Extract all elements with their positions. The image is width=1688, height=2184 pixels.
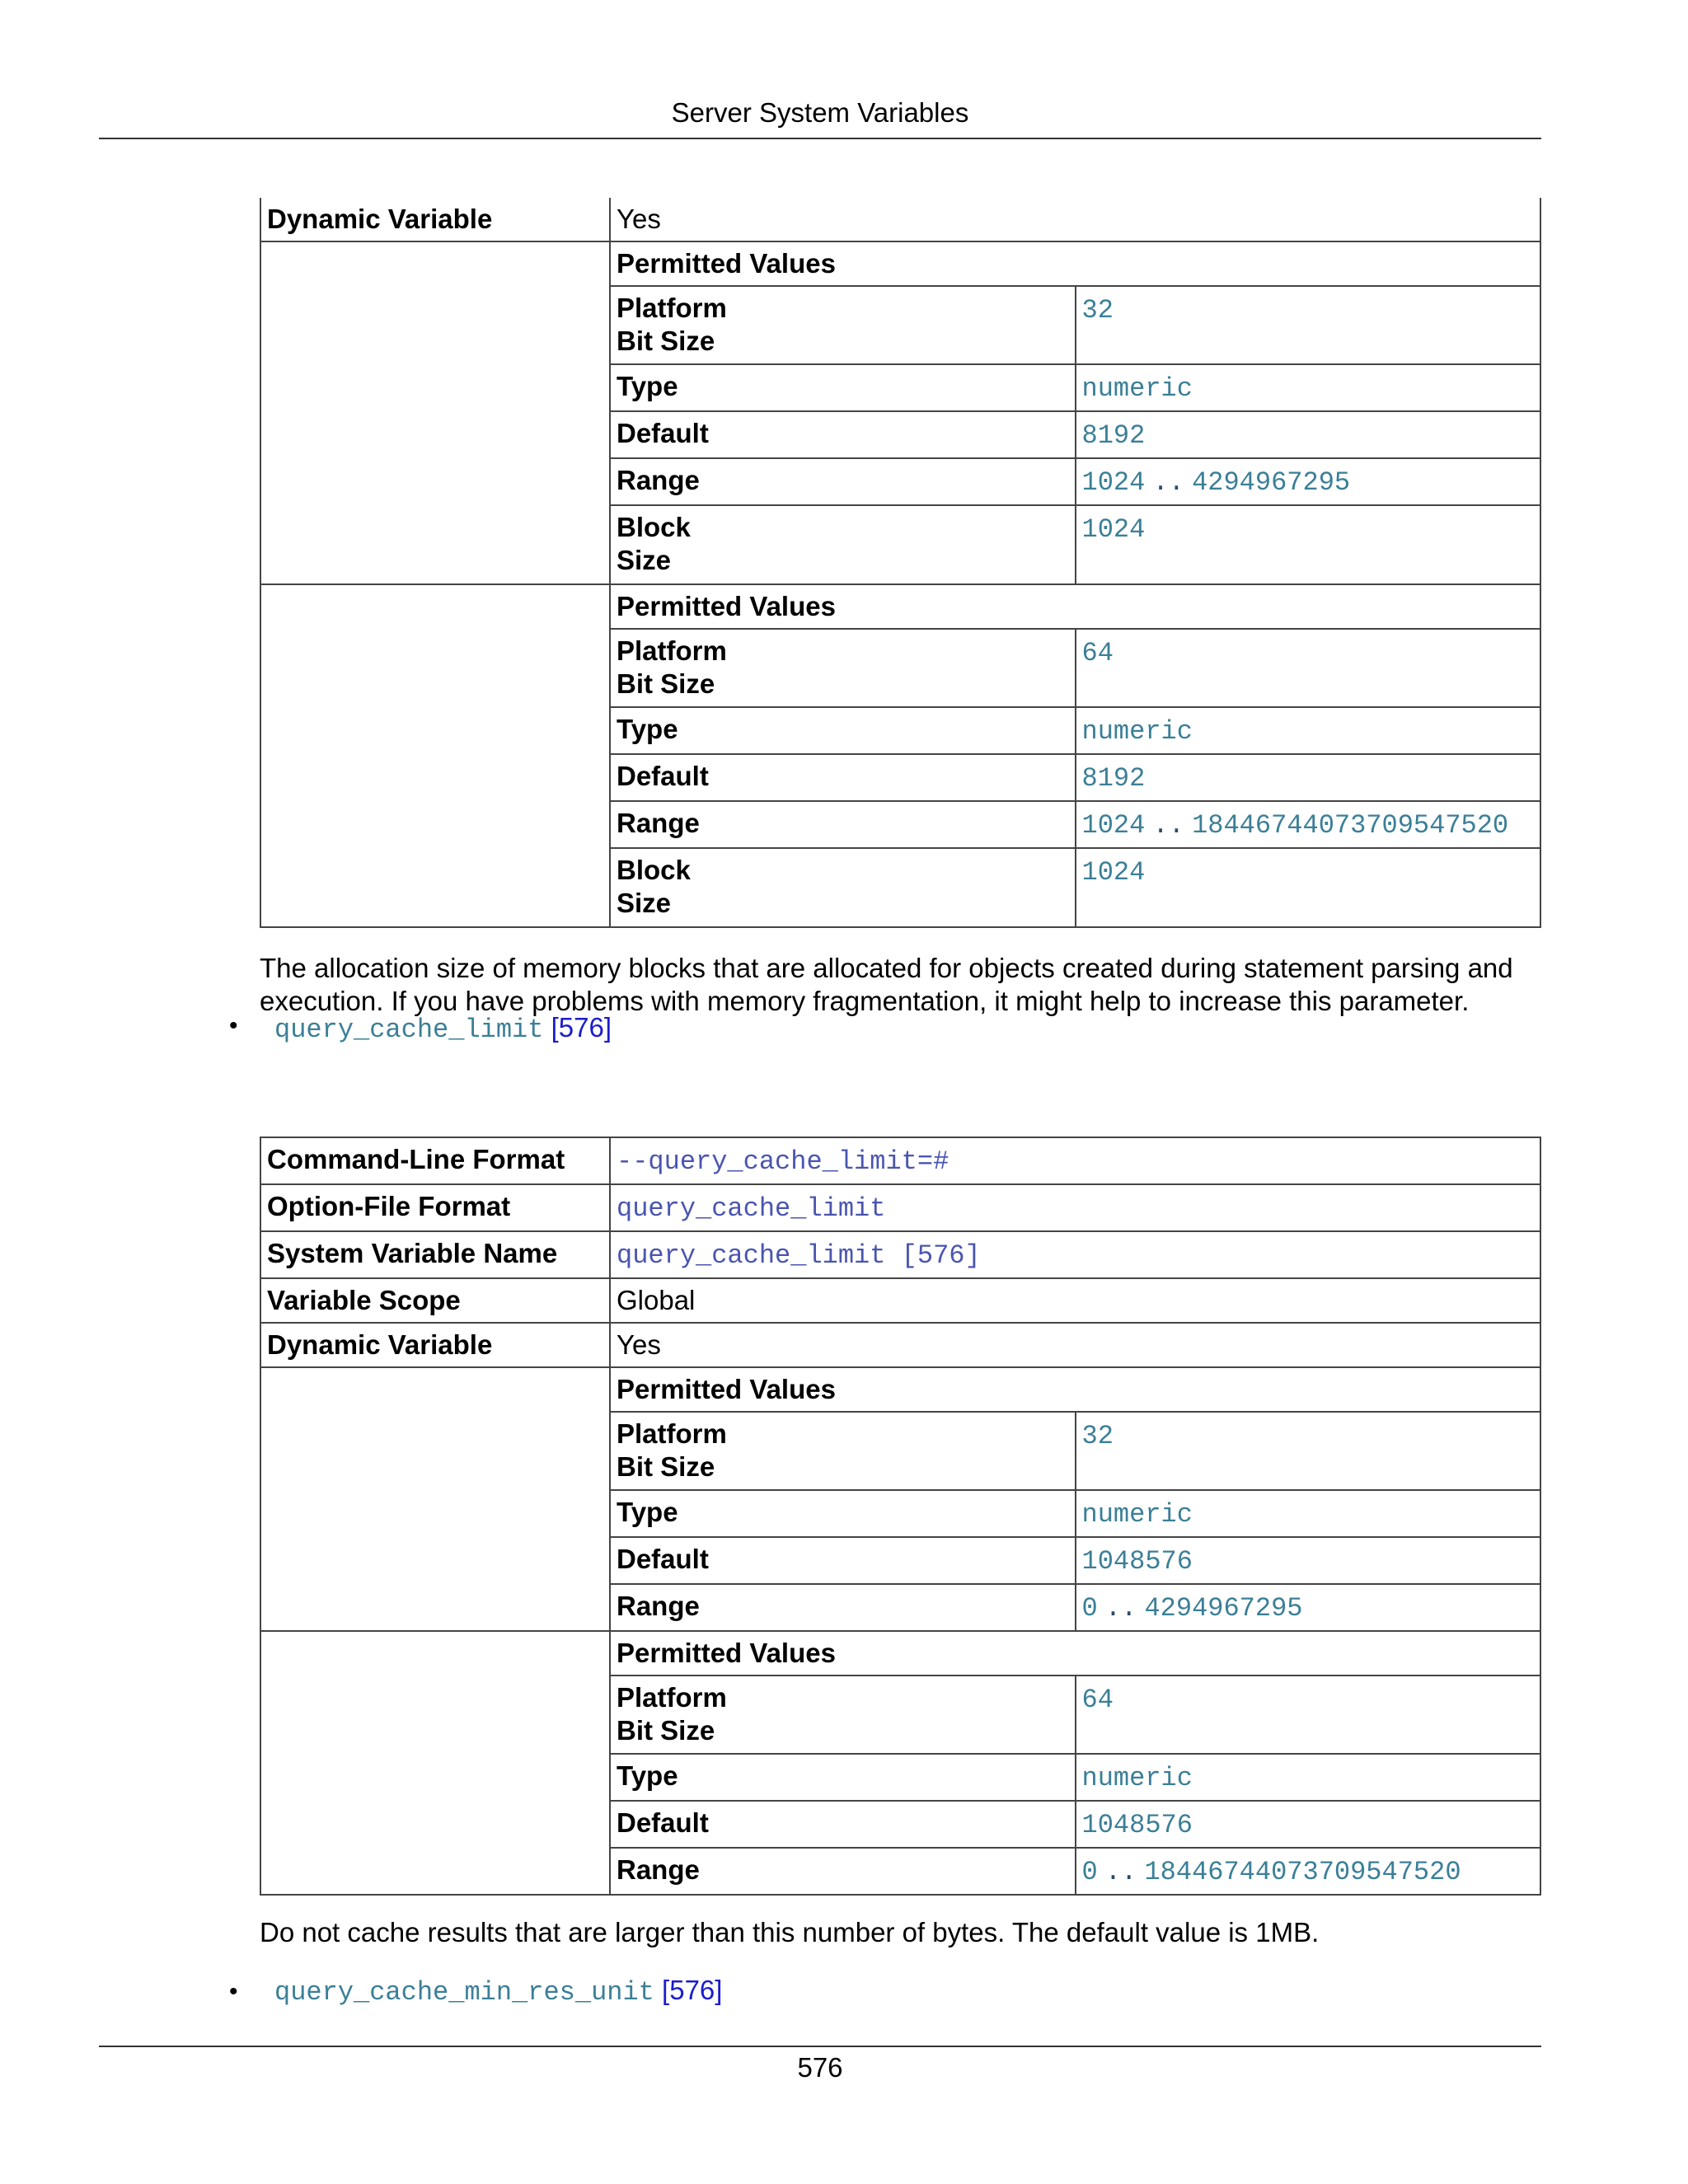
permitted-values-group (260, 584, 1540, 927)
table-row (260, 1231, 1540, 1278)
bullet-dot: • (229, 1012, 238, 1039)
default-value: 1048576 (1081, 1810, 1193, 1840)
page-number: 576 (797, 2052, 843, 2083)
type-label: Type (611, 364, 1076, 411)
system-variable-name-label: System Variable Name (260, 1231, 610, 1278)
command-line-format-label: Command-Line Format (260, 1137, 610, 1184)
footer-rule (99, 2046, 1541, 2047)
permitted-values-heading: Permitted Values (617, 1374, 836, 1404)
description-paragraph: The allocation size of memory blocks that are allocated for objects created during statement parsing and execution. If you have problems with memory fragmentation, it might help to increase this parameter. (260, 953, 1513, 1016)
range-separator: .. (1104, 1593, 1137, 1624)
permitted-values-table (611, 585, 1540, 926)
permitted-values-group (260, 241, 1540, 584)
table-row (260, 198, 1540, 241)
table-row (260, 1323, 1540, 1367)
table-row (260, 1184, 1540, 1231)
type-value: numeric (1081, 373, 1193, 404)
range-label: Range (611, 1848, 1076, 1894)
range-min-value: 0 (1081, 1593, 1098, 1624)
empty-cell (260, 1631, 610, 1895)
dynamic-variable-value: Yes (610, 1323, 1540, 1367)
description-paragraph: Do not cache results that are larger than this number of bytes. The default value is 1MB. (260, 1917, 1320, 1947)
range-min-value: 1024 (1081, 810, 1146, 841)
platform-bit-size-value: 64 (1081, 1685, 1114, 1715)
dynamic-variable-value: Yes (610, 198, 1540, 241)
platform-bit-size-value: 64 (1081, 638, 1114, 668)
header-rule (99, 138, 1541, 139)
variable-scope-label: Variable Scope (260, 1278, 610, 1323)
variable-table-query-cache-limit (260, 1137, 1541, 1896)
block-size-label: Block Size (611, 848, 1076, 926)
option-file-format-value: query_cache_limit (617, 1193, 886, 1224)
type-value: numeric (1081, 716, 1193, 747)
command-line-format-value: --query_cache_limit=# (617, 1146, 950, 1177)
option-file-format-label: Option-File Format (260, 1184, 610, 1231)
block-size-value: 1024 (1081, 857, 1146, 888)
default-label: Default (611, 1537, 1076, 1584)
range-max-value: 4294967295 (1144, 1593, 1303, 1624)
platform-bit-size-value: 32 (1081, 1421, 1114, 1451)
permitted-values-table (611, 242, 1540, 583)
permitted-values-heading: Permitted Values (617, 591, 836, 621)
permitted-values-table (611, 1368, 1540, 1630)
range-separator: .. (1152, 810, 1184, 841)
type-label: Type (611, 707, 1076, 754)
page-ref-link[interactable]: [576] (551, 1012, 612, 1043)
permitted-values-heading: Permitted Values (617, 248, 836, 279)
empty-cell (260, 584, 610, 927)
range-label: Range (611, 1584, 1076, 1630)
permitted-values-group (260, 1367, 1540, 1631)
bullet-dot: • (229, 1978, 238, 2005)
range-label: Range (611, 801, 1076, 848)
range-separator: .. (1104, 1857, 1137, 1887)
default-label: Default (611, 1801, 1076, 1848)
platform-bit-size-label: Platform Bit Size (611, 286, 1076, 364)
default-label: Default (611, 754, 1076, 801)
page-ref-link[interactable]: [576] (662, 1975, 723, 2005)
range-max-value: 18446744073709547520 (1192, 810, 1509, 841)
table-row (260, 1137, 1540, 1184)
variable-table-continued (260, 198, 1541, 928)
platform-bit-size-label: Platform Bit Size (611, 1675, 1076, 1754)
type-value: numeric (1081, 1763, 1193, 1793)
permitted-values-table (611, 1632, 1540, 1894)
range-min-value: 1024 (1081, 467, 1146, 498)
platform-bit-size-label: Platform Bit Size (611, 629, 1076, 707)
type-value: numeric (1081, 1499, 1193, 1530)
dynamic-variable-label: Dynamic Variable (260, 1323, 610, 1367)
range-separator: .. (1152, 467, 1184, 498)
page-header-title: Server System Variables (671, 97, 969, 128)
block-size-value: 1024 (1081, 514, 1146, 545)
default-value: 8192 (1081, 420, 1146, 451)
type-label: Type (611, 1754, 1076, 1801)
empty-cell (260, 241, 610, 584)
permitted-values-heading: Permitted Values (617, 1638, 836, 1668)
dynamic-variable-label: Dynamic Variable (260, 198, 610, 241)
default-value: 1048576 (1081, 1546, 1193, 1577)
platform-bit-size-value: 32 (1081, 295, 1114, 326)
default-label: Default (611, 411, 1076, 458)
variable-scope-value: Global (610, 1278, 1540, 1323)
platform-bit-size-label: Platform Bit Size (611, 1412, 1076, 1490)
default-value: 8192 (1081, 763, 1146, 794)
block-size-label: Block Size (611, 505, 1076, 583)
range-max-value: 4294967295 (1192, 467, 1351, 498)
type-label: Type (611, 1490, 1076, 1537)
range-label: Range (611, 458, 1076, 505)
system-variable-name-link[interactable]: query_cache_limit [576] (617, 1240, 981, 1271)
bullet-item-query-cache-min-res-unit (274, 1975, 722, 2008)
range-max-value: 18446744073709547520 (1144, 1857, 1461, 1887)
empty-cell (260, 1367, 610, 1631)
table-row (260, 1278, 1540, 1323)
variable-name-link[interactable]: query_cache_min_res_unit (274, 1977, 654, 2008)
range-min-value: 0 (1081, 1857, 1098, 1887)
permitted-values-group (260, 1631, 1540, 1895)
bullet-item-query-cache-limit (274, 1012, 612, 1045)
variable-name-link[interactable]: query_cache_limit (274, 1015, 544, 1045)
